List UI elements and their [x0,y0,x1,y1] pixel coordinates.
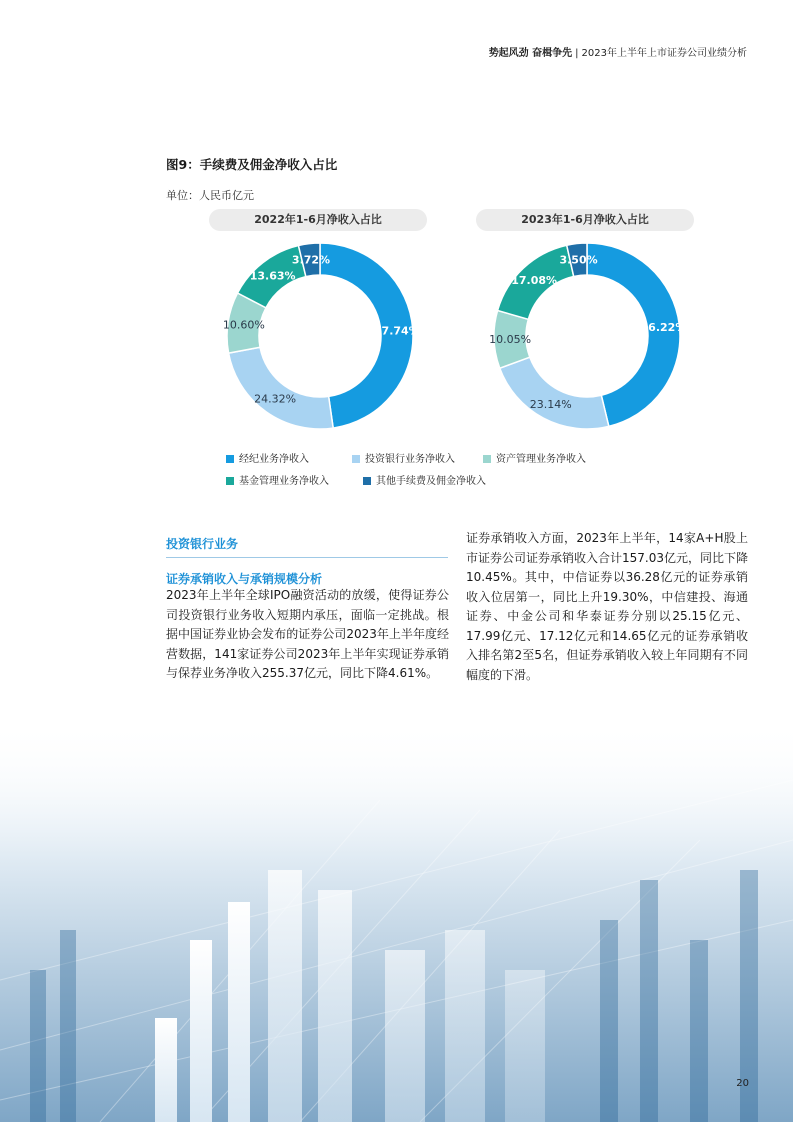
donut-slice-label: 17.08% [511,274,558,288]
paragraph-right: 证券承销收入方面，2023年上半年，14家A+H股上市证券公司证券承销收入合计157.03亿元，同比下降10.45%。其中，中信证券以36.28亿元的证券承销收入位居第一，同比上升19.30%，中信建投、海通证券、中金公司和华泰证券分别以25.15亿元、17.99亿元、17.12亿元和14.65亿元的证券承销收入排名第2至5名，但证券承销收入较上年同期有不同幅度的下滑。 [466,531,748,682]
donut-slice-label: 10.05% [489,332,532,346]
legend-label: 投资银行业务净收入 [365,454,455,465]
legend-item-fund-management [226,472,329,487]
donut-slice-label: 10.60% [222,318,265,332]
decorative-bar-chart-background [0,720,793,1122]
donut-slice-label: 3.72% [291,253,331,267]
legend-swatch [483,455,491,463]
donut-slice-label: 23.14% [529,397,572,411]
legend-swatch [352,455,360,463]
legend-swatch [226,455,234,463]
legend-item-other-fees [363,472,486,487]
section-title: 投资银行业务 [166,537,239,551]
header-slogan: 势起风劲 奋楫争先 [488,48,573,59]
legend-swatch [363,477,371,485]
legend-swatch [226,477,234,485]
section-subtitle: 证券承销收入与承销规模分析 [166,572,323,586]
donut-slice-label: 46.22% [640,320,687,334]
page-number: 20 [736,1078,749,1089]
donut-slice-label: 47.74% [373,324,420,338]
header-report-title: 2023年上半年上市证券公司业绩分析 [581,48,747,59]
page-header [489,44,747,59]
donut-slice-label: 3.50% [559,253,598,267]
donut-chart-2023 [487,236,687,436]
donut-slice-investment-banking [229,347,334,429]
header-separator: | [575,48,579,59]
donut-slice-investment-banking [500,357,609,429]
donut-slice-label: 13.63% [249,269,296,283]
section-divider [166,557,448,558]
legend-label: 其他手续费及佣金净收入 [376,476,486,487]
legend-item-investment-banking [352,450,455,465]
chart-1-title: 2022年1-6月净收入占比 [209,209,427,231]
paragraph-left: 2023年上半年全球IPO融资活动的放缓，使得证券公司投资银行业务收入短期内承压，面临一定挑战。根据中国证券业协会发布的证券公司2023年上半年度经营数据，141家证券公司2023年上半年实现证券承销与保荐业务净收入255.37亿元，同比下降4.61%。 [166,588,449,680]
legend-item-brokerage [226,450,309,465]
legend-item-asset-management [483,450,586,465]
figure-title: 图9：手续费及佣金净收入占比 [166,157,338,172]
donut-slice-label: 24.32% [254,392,297,406]
legend-label: 资产管理业务净收入 [496,454,586,465]
donut-chart-2022 [220,236,420,436]
legend-label: 经纪业务净收入 [239,454,309,465]
legend-label: 基金管理业务净收入 [239,476,329,487]
chart-2-title: 2023年1-6月净收入占比 [476,209,694,231]
figure-unit: 单位：人民币亿元 [166,189,254,202]
